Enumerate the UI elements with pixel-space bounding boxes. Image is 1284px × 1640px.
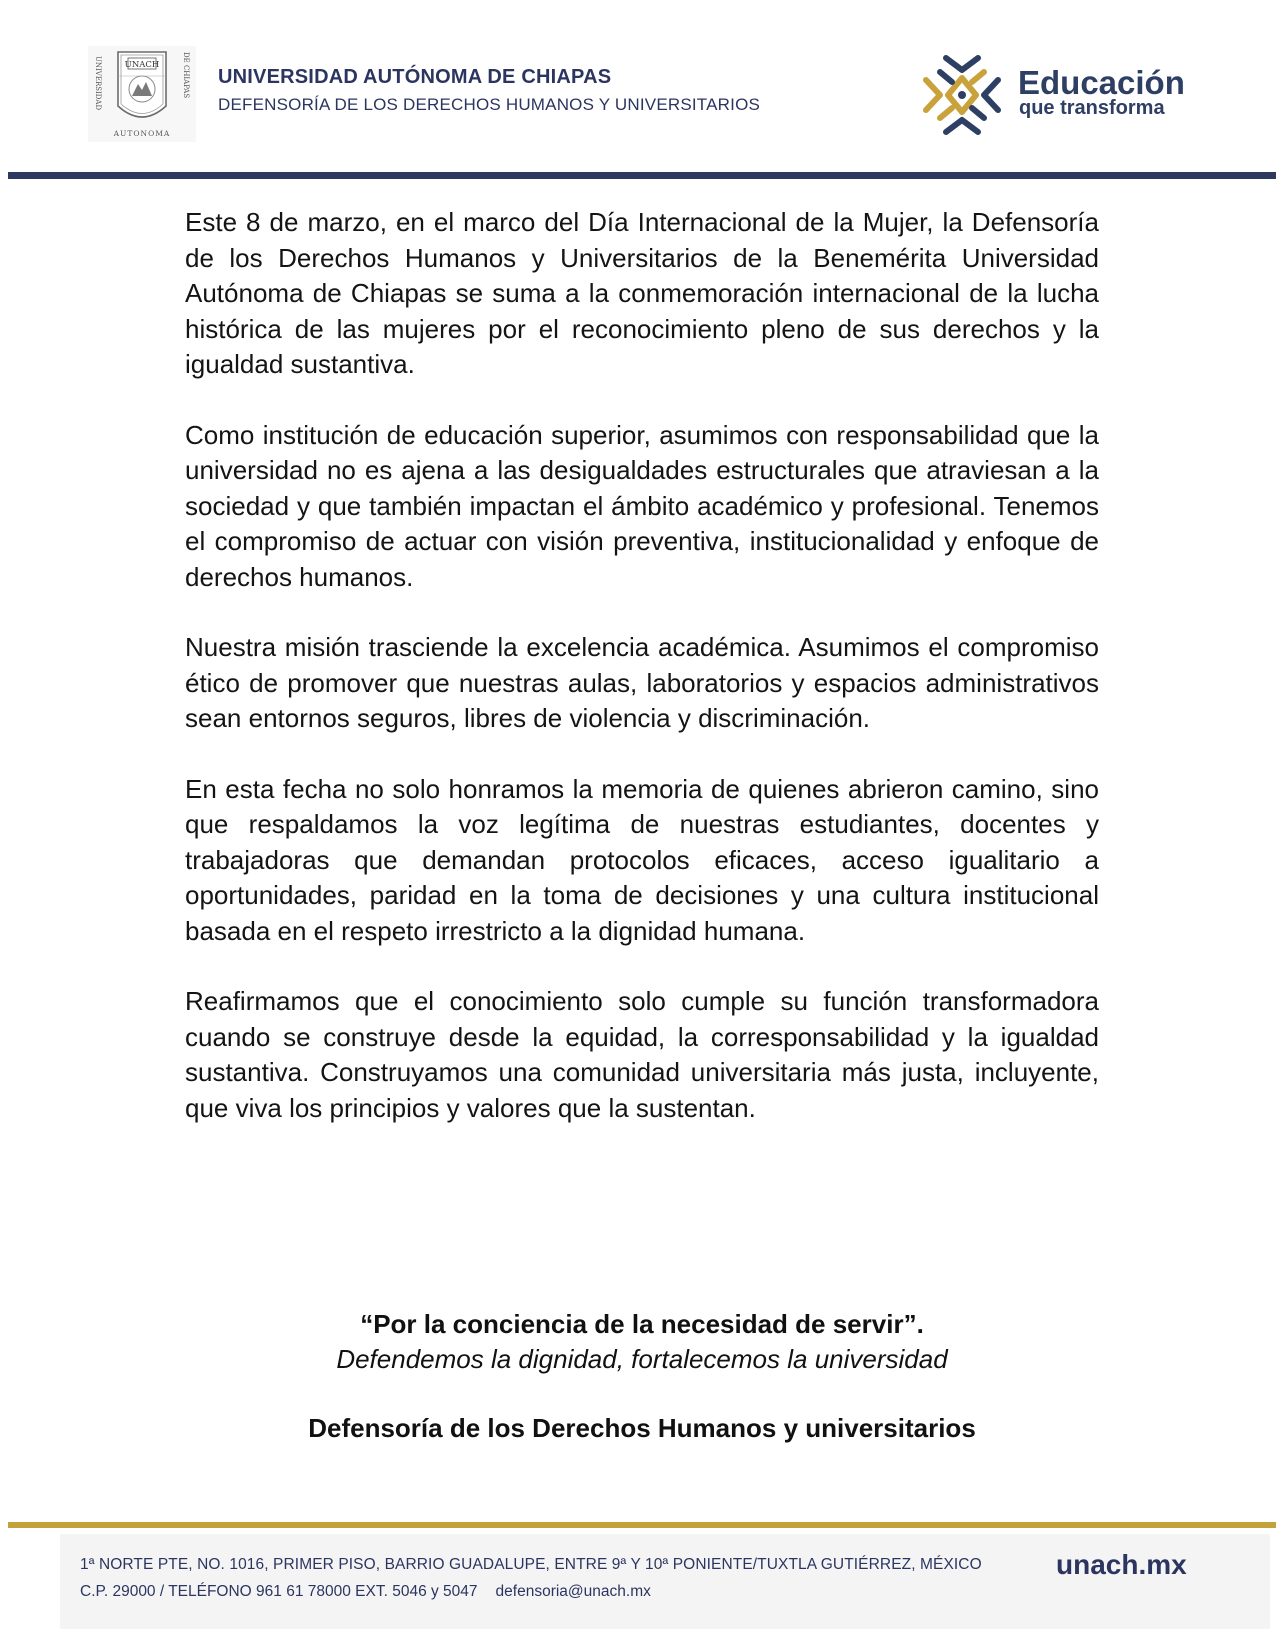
paragraph-4: En esta fecha no solo honramos la memoria de quienes abrieron camino, sino que respaldamos la voz legítima de nuestras estudiantes, docentes y trabajadoras que demandan protocolos eficaces, acceso igualitario a oportunidades, paridad en la toma de decisiones y una cultura institucional basada en el respeto irrestricto a la dignidad humana. <box>185 773 1099 946</box>
paragraph-5: Reafirmamos que el conocimiento solo cumple su función transformadora cuando se construye desde la equidad, la corresponsabilidad y la igualdad sustantiva. Construyamos una comunidad universitaria más justa, incluyente, que viva los principios y valores que la sustentan. <box>185 986 1099 1123</box>
phone-info: C.P. 29000 / TELÉFONO 961 61 78000 EXT. 5046 y 5047 <box>80 1583 478 1600</box>
letterhead-header <box>0 0 1284 180</box>
crest-left-text: UNIVERSIDAD <box>94 56 102 111</box>
email-link[interactable]: defensoria@unach.mx <box>495 1583 651 1600</box>
institution-name: UNIVERSIDAD AUTÓNOMA DE CHIAPAS <box>218 66 612 88</box>
campaign-title: Educación <box>1018 64 1185 101</box>
education-campaign-icon <box>916 50 1008 140</box>
footer-divider <box>8 1522 1276 1528</box>
motto: “Por la conciencia de la necesidad de servir”. <box>360 1309 924 1339</box>
paragraph-3: Nuestra misión trasciende la excelencia académica. Asumimos el compromiso ético de promover que nuestras aulas, laboratorios y espacios administrativos sean entornos seguros, libres de violencia y discriminación. <box>185 632 1099 733</box>
unach-crest-logo <box>88 46 196 142</box>
paragraph-2: Como institución de educación superior, asumimos con responsabilidad que la universidad no es ajena a las desigualdades estructurales que atraviesan a la sociedad y que también impactan el ámbito académico y profesional. Tenemos el compromiso de actuar con visión preventiva, institucionalidad y enfoque de derechos humanos. <box>185 419 1099 592</box>
signature: Defensoría de los Derechos Humanos y universitarios <box>308 1413 976 1443</box>
slogan: Defendemos la dignidad, fortalecemos la universidad <box>336 1344 948 1374</box>
letterhead-footer <box>60 1534 1270 1629</box>
crest-bottom-text: AUTONOMA <box>113 129 171 138</box>
address-line-1: 1ª NORTE PTE, NO. 1016, PRIMER PISO, BARRIO GUADALUPE, ENTRE 9ª Y 10ª PONIENTE/TUXTLA GUTIÉRREZ, MÉXICO <box>80 1556 982 1573</box>
department-name: DEFENSORÍA DE LOS DERECHOS HUMANOS Y UNIVERSITARIOS <box>218 95 761 114</box>
crest-right-text: DE CHIAPAS <box>182 52 190 99</box>
header-divider <box>8 172 1276 179</box>
paragraph-1: Este 8 de marzo, en el marco del Día Internacional de la Mujer, la Defensoría de los Derechos Humanos y Universitarios de la Benemérita Universidad Autónoma de Chiapas se suma a la conmemoración internacional de la lucha histórica de las mujeres por el reconocimiento pleno de sus derechos y la igualdad sustantiva. <box>185 207 1099 379</box>
letter-body <box>185 205 1099 1161</box>
address-line-2 <box>80 1583 651 1601</box>
crest-top-text: UNACH <box>124 60 160 70</box>
website-link[interactable]: unach.mx <box>1056 1549 1187 1580</box>
closing-block <box>0 1307 1284 1446</box>
campaign-subtitle: que transforma <box>1019 97 1165 119</box>
